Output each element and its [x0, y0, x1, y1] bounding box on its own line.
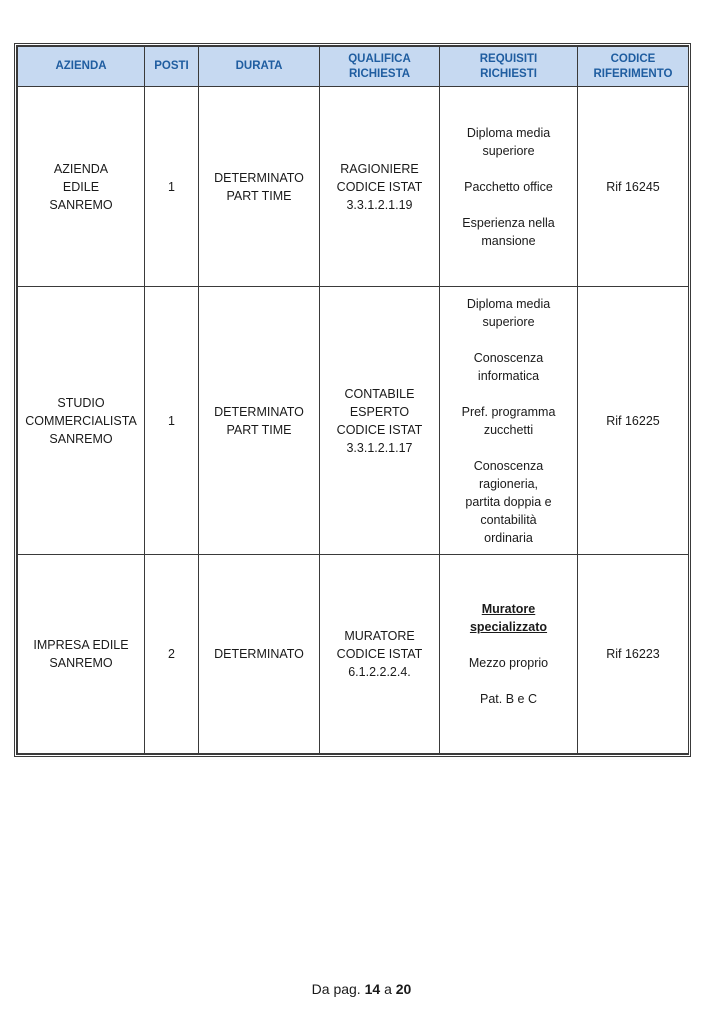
table-row — [18, 555, 689, 754]
cell-durata — [199, 555, 320, 754]
requisito-line: mansione — [481, 233, 536, 248]
header-posti-line: POSTI — [154, 60, 189, 72]
header-durata — [199, 47, 320, 87]
durata-line: DETERMINATO — [214, 647, 304, 661]
header-requisiti-line: REQUISITI — [479, 52, 538, 65]
azienda-line: IMPRESA EDILE — [33, 638, 129, 652]
footer-prefix: Da pag. — [311, 981, 361, 997]
job-offers-table-frame — [14, 43, 691, 757]
header-azienda — [18, 47, 145, 87]
azienda-line: AZIENDA — [53, 161, 109, 176]
requisito-line: superiore — [482, 314, 535, 329]
footer-separator: a — [384, 981, 392, 997]
header-qualifica-line: RICHIESTA — [348, 67, 411, 80]
azienda-line: SANREMO — [49, 431, 113, 446]
spacer — [444, 439, 573, 457]
qualifica-line: 6.1.2.2.2.4. — [348, 665, 411, 679]
cell-codice: Rif 16223 — [578, 555, 689, 754]
cell-azienda — [18, 555, 145, 754]
spacer — [444, 331, 573, 349]
cell-posti: 2 — [145, 555, 199, 754]
qualifica-line: CODICE ISTAT — [336, 647, 423, 661]
cell-durata — [199, 287, 320, 555]
qualifica-line: MURATORE — [344, 629, 415, 643]
header-qualifica — [320, 47, 440, 87]
requisito-line-emphasis: specializzato — [469, 620, 548, 634]
cell-codice: Rif 16225 — [578, 287, 689, 555]
requisito-line: Mezzo proprio — [468, 656, 549, 670]
header-azienda-line: AZIENDA — [55, 60, 107, 72]
requisito-line: ragioneria, — [478, 476, 539, 491]
qualifica-line: 3.3.1.2.1.19 — [346, 197, 413, 212]
table-header — [18, 47, 689, 87]
header-posti — [145, 47, 199, 87]
qualifica-line: ESPERTO — [349, 404, 410, 419]
requisito-line: contabilità — [480, 512, 537, 527]
requisito-line: Diploma media — [466, 296, 551, 311]
header-codice-line: RIFERIMENTO — [593, 67, 673, 80]
cell-azienda — [18, 87, 145, 287]
azienda-line: STUDIO — [57, 395, 105, 410]
qualifica-line: CONTABILE — [344, 386, 415, 401]
requisito-line: Pref. programma — [461, 404, 556, 419]
header-codice — [578, 47, 689, 87]
qualifica-line: CODICE ISTAT — [336, 179, 423, 194]
cell-requisiti — [440, 287, 578, 555]
azienda-line: SANREMO — [49, 197, 113, 212]
requisito-line: ordinaria — [484, 530, 533, 545]
cell-posti: 1 — [145, 287, 199, 555]
requisito-line: Pat. B e C — [480, 692, 537, 706]
footer-total-pages: 20 — [395, 981, 412, 997]
job-offers-table — [17, 46, 689, 754]
qualifica-line: CODICE ISTAT — [336, 422, 423, 437]
cell-azienda — [18, 287, 145, 555]
azienda-line: COMMERCIALISTA — [25, 413, 137, 428]
header-row — [18, 47, 689, 87]
requisito-line: Conoscenza — [473, 458, 544, 473]
cell-durata — [199, 87, 320, 287]
page-footer — [0, 981, 723, 997]
spacer — [444, 385, 573, 403]
cell-qualifica — [320, 87, 440, 287]
requisito-line: zucchetti — [483, 422, 534, 437]
header-codice-line: CODICE — [610, 52, 656, 65]
cell-requisiti — [440, 555, 578, 754]
durata-line: PART TIME — [226, 188, 292, 203]
table-row — [18, 287, 689, 555]
requisito-line: Esperienza nella — [462, 215, 555, 230]
spacer — [444, 636, 573, 654]
requisito-line: partita doppia e — [465, 494, 552, 509]
header-durata-line: DURATA — [235, 60, 283, 72]
requisito-line: informatica — [477, 368, 540, 383]
cell-codice: Rif 16245 — [578, 87, 689, 287]
requisito-line: Pacchetto office — [464, 179, 553, 194]
qualifica-line: 3.3.1.2.1.17 — [346, 440, 413, 455]
footer-page-number: 14 — [364, 981, 381, 997]
azienda-line: SANREMO — [49, 656, 113, 670]
header-qualifica-line: QUALIFICA — [348, 52, 411, 65]
header-requisiti — [440, 47, 578, 87]
cell-qualifica — [320, 555, 440, 754]
durata-line: DETERMINATO — [214, 404, 304, 419]
requisito-line-emphasis: Muratore — [481, 602, 536, 616]
qualifica-line: RAGIONIERE — [340, 161, 419, 176]
durata-line: PART TIME — [226, 422, 292, 437]
azienda-line: EDILE — [62, 179, 100, 194]
table-row — [18, 87, 689, 287]
cell-posti: 1 — [145, 87, 199, 287]
requisito-line: Diploma media — [466, 125, 551, 140]
requisito-line: Conoscenza — [473, 350, 544, 365]
spacer — [444, 672, 573, 690]
spacer — [444, 196, 573, 214]
spacer — [444, 160, 573, 178]
cell-qualifica — [320, 287, 440, 555]
table-body — [18, 87, 689, 754]
cell-requisiti — [440, 87, 578, 287]
header-requisiti-line: RICHIESTI — [480, 67, 537, 80]
durata-line: DETERMINATO — [214, 170, 304, 185]
requisito-line: superiore — [482, 143, 535, 158]
